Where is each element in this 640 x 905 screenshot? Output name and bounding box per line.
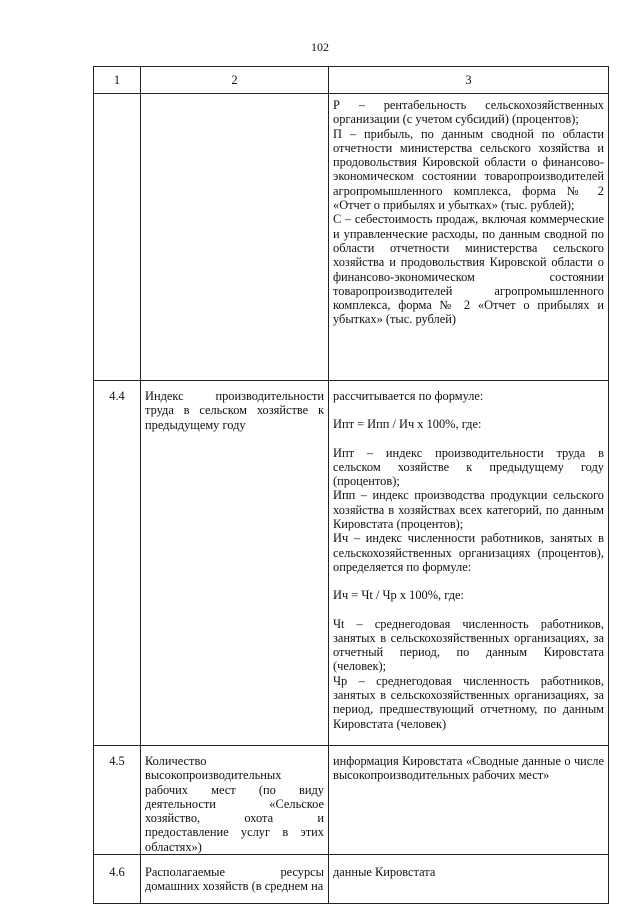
method-cell: [329, 381, 609, 746]
table-row: [94, 746, 609, 855]
definition-ipt: Ипт – индекс производительности труда в сельском хозяйстве к предыдущему году (процентов);: [333, 445, 604, 489]
indicator-name: Количество высокопроизводительных рабочих мест (по виду деятельности «Сельское хозяйство, охота и предоставление услуг в этих областях»): [141, 746, 329, 855]
header-col-2: 2: [141, 67, 329, 94]
row-number: 4.6: [94, 855, 141, 904]
definition-ipp: Ипп – индекс производства продукции сельского хозяйства в хозяйствах всех категорий, по данным Кировстата (процентов);: [333, 488, 604, 532]
definition-ich: Ич – индекс численности работников, занятых в сельскохозяйственных организациях (процентов), определяется по формуле:: [333, 531, 604, 574]
header-col-3: 3: [329, 67, 609, 94]
definition-r: Р – рентабельность сельскохозяйственных организации (с учетом субсидий) (процентов);: [333, 98, 604, 127]
indicator-name: Индекс производительности труда в сельском хозяйстве к предыдущему году: [141, 381, 329, 746]
formula-ich: Ич = Чt / Чр х 100%, где:: [333, 588, 464, 603]
row-number: 4.5: [94, 746, 141, 855]
method-cell: [329, 94, 609, 381]
indicators-table: [93, 66, 609, 904]
page-number: 102: [311, 40, 329, 54]
table-row: [94, 94, 609, 381]
indicator-name: Располагаемые ресурсы домашних хозяйств (в среднем на: [141, 855, 329, 904]
header-col-1: 1: [94, 67, 141, 94]
definition-chr: Чр – среднегодовая численность работников, занятых в сельскохозяйственных организациях, за период, предшествующий отчетному, по данным Кировстата (человек): [333, 673, 604, 731]
data-source: информация Кировстата «Сводные данные о числе высокопроизводительных рабочих мест»: [329, 746, 609, 855]
table-header-row: [94, 67, 609, 94]
definition-c: С – себестоимость продаж, включая коммерческие и управленческие расходы, по данным сводной по области отчетности министерства сельского хозяйства и продовольствия Кировской области о финансово-экономическом состоянии товаропроизводителей агропромышленного комплекса, форма № 2 «Отчет о прибылях и убытках» (тыс. рублей): [333, 212, 604, 327]
formula-intro: рассчитывается по формуле:: [333, 389, 484, 403]
formula-ipt: Ипт = Ипп / Ич х 100%, где:: [333, 417, 482, 432]
table-row: [94, 855, 609, 904]
table-row: [94, 381, 609, 746]
definition-p: П – прибыль, по данным сводной по области отчетности министерства сельского хозяйства и продовольствия Кировской области о финансово-экономическом состоянии товаропроизводителей агропромышленного комплекса, форма № 2 «Отчет о прибылях и убытках» (тыс. рублей);: [333, 126, 604, 213]
definition-cht: Чt – среднегодовая численность работников, занятых в сельскохозяйственных организациях, за отчетный период, по данным Кировстата (человек);: [333, 616, 604, 674]
row-number-cell: [94, 94, 141, 381]
data-source: данные Кировстата: [329, 855, 609, 904]
indicator-name-cell: [141, 94, 329, 381]
row-number: 4.4: [94, 381, 141, 746]
